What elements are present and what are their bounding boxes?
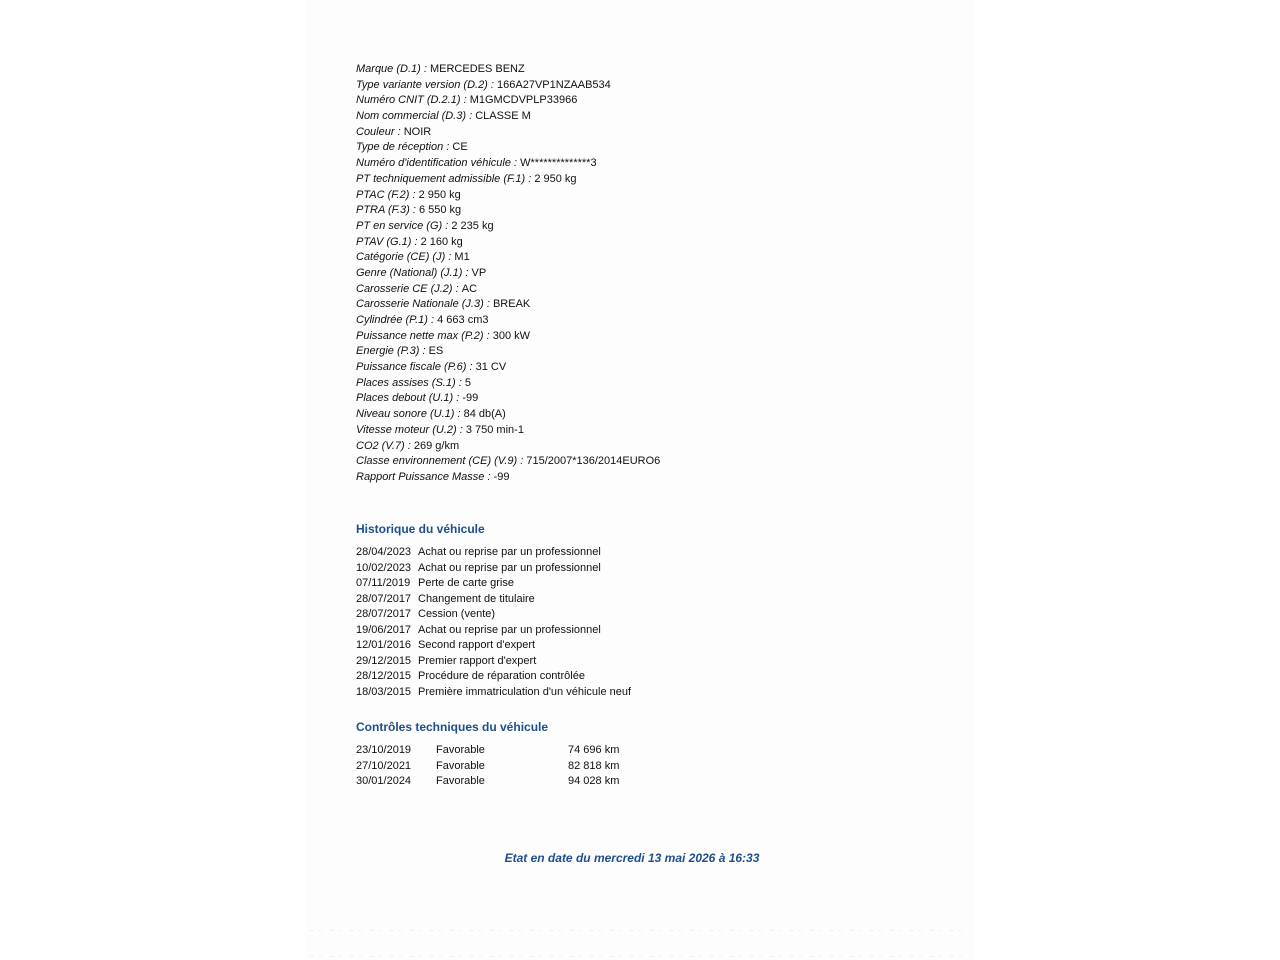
- history-event: Achat ou reprise par un professionnel: [418, 546, 601, 558]
- spec-value: M1: [454, 251, 470, 264]
- spec-label: Genre (National) (J.1) :: [356, 267, 472, 279]
- history-entry: [356, 592, 631, 608]
- spec-row: [356, 282, 776, 298]
- history-date: 29/12/2015: [356, 654, 412, 667]
- history-event: Premier rapport d'expert: [418, 654, 537, 667]
- spec-row: [356, 156, 776, 172]
- spec-value: 166A27VP1NZAAB534: [497, 78, 611, 91]
- history-list: [356, 545, 631, 700]
- spec-row: [356, 313, 776, 329]
- spec-row: [356, 423, 776, 439]
- history-event: Procédure de réparation contrôlée: [418, 670, 585, 682]
- history-entry: [356, 654, 631, 670]
- history-date: 19/06/2017: [356, 623, 412, 636]
- control-result: Favorable: [436, 775, 485, 787]
- control-mileage: 94 028 km: [568, 775, 620, 787]
- spec-label: Catégorie (CE) (J) :: [356, 251, 454, 263]
- control-mileage: 82 818 km: [568, 759, 620, 772]
- spec-label: Niveau sonore (U.1) :: [356, 408, 464, 420]
- vehicle-specs-list: [356, 62, 776, 486]
- spec-row: [356, 250, 776, 266]
- spec-label: PTAC (F.2) :: [356, 189, 419, 201]
- spec-row: [356, 376, 776, 392]
- spec-value: 2 160 kg: [420, 235, 463, 248]
- spec-label: Nom commercial (D.3) :: [356, 110, 475, 122]
- spec-value: CE: [452, 141, 468, 154]
- spec-label: Numéro CNIT (D.2.1) :: [356, 94, 470, 106]
- history-event: Perte de carte grise: [418, 577, 514, 589]
- history-heading: Historique du véhicule: [356, 522, 485, 536]
- history-entry: [356, 545, 631, 561]
- spec-row: [356, 266, 776, 282]
- spec-row: [356, 235, 776, 251]
- spec-label: Puissance fiscale (P.6) :: [356, 361, 476, 373]
- history-date: 07/11/2019: [356, 577, 411, 589]
- spec-value: NOIR: [403, 125, 432, 138]
- spec-value: 2 950 kg: [418, 188, 461, 201]
- history-entry: [356, 685, 631, 701]
- spec-value: 84 db(A): [463, 408, 506, 421]
- spec-value: 3 750 min-1: [465, 423, 524, 436]
- technical-controls-table: [356, 743, 638, 790]
- spec-row: [356, 62, 776, 78]
- history-event: Second rapport d'expert: [418, 639, 536, 651]
- control-result: Favorable: [436, 744, 485, 756]
- history-event: Première immatriculation d'un véhicule neuf: [418, 685, 632, 698]
- history-entry: [356, 576, 631, 592]
- spec-row: [356, 219, 776, 235]
- spec-label: PT techniquement admissible (F.1) :: [356, 173, 534, 185]
- status-date-footer: Etat en date du mercredi 13 mai 2026 à 16:33: [504, 851, 760, 865]
- history-date: 28/07/2017: [356, 592, 412, 605]
- history-date: 10/02/2023: [356, 561, 412, 574]
- spec-row: [356, 360, 776, 376]
- history-date: 28/12/2015: [356, 670, 412, 682]
- spec-label: Classe environnement (CE) (V.9) :: [356, 455, 526, 467]
- spec-value: 31 CV: [475, 361, 507, 374]
- control-result: Favorable: [436, 759, 485, 772]
- history-date: 28/04/2023: [356, 546, 412, 558]
- spec-label: PT en service (G) :: [356, 220, 451, 232]
- spec-value: AC: [461, 282, 478, 295]
- spec-row: [356, 125, 776, 141]
- spec-value: -99: [462, 392, 479, 405]
- technical-control-row: [356, 759, 638, 775]
- scan-artifact-line: [310, 956, 970, 957]
- spec-value: CLASSE M: [475, 110, 531, 123]
- history-date: 28/07/2017: [356, 608, 412, 620]
- spec-label: Places debout (U.1) :: [356, 392, 462, 404]
- history-entry: [356, 607, 631, 623]
- spec-value: -99: [493, 470, 510, 483]
- spec-row: [356, 203, 776, 219]
- spec-label: PTRA (F.3) :: [356, 204, 419, 216]
- spec-label: Type de réception :: [356, 141, 452, 153]
- spec-row: [356, 391, 776, 407]
- spec-row: [356, 188, 776, 204]
- spec-value: MERCEDES BENZ: [429, 63, 525, 75]
- history-event: Changement de titulaire: [418, 592, 535, 605]
- spec-label: Numéro d'identification véhicule :: [356, 157, 520, 169]
- spec-value: 269 g/km: [413, 439, 460, 452]
- technical-control-row: [356, 743, 638, 759]
- control-mileage: 74 696 km: [568, 744, 620, 756]
- spec-row: [356, 454, 776, 470]
- spec-row: [356, 109, 776, 125]
- history-entry: [356, 623, 631, 639]
- history-entry: [356, 638, 631, 654]
- spec-value: 5: [464, 376, 471, 389]
- spec-row: [356, 93, 776, 109]
- spec-row: [356, 470, 776, 486]
- spec-value: 6 550 kg: [418, 204, 462, 217]
- spec-value: 4 663 cm3: [437, 314, 489, 326]
- spec-label: Marque (D.1) :: [356, 63, 430, 75]
- spec-row: [356, 140, 776, 156]
- spec-label: Rapport Puissance Masse :: [356, 471, 494, 483]
- history-entry: [356, 561, 631, 577]
- spec-row: [356, 172, 776, 188]
- spec-label: Couleur :: [356, 126, 404, 138]
- spec-row: [356, 329, 776, 345]
- technical-controls-heading: Contrôles techniques du véhicule: [356, 720, 549, 734]
- control-date: 23/10/2019: [356, 744, 412, 756]
- spec-label: Cylindrée (P.1) :: [356, 314, 437, 326]
- spec-label: Type variante version (D.2) :: [356, 79, 497, 91]
- spec-label: Carosserie Nationale (J.3) :: [356, 298, 493, 310]
- spec-value: W**************3: [520, 157, 597, 170]
- spec-value: ES: [428, 345, 444, 358]
- history-date: 18/03/2015: [356, 685, 412, 698]
- spec-label: Vitesse moteur (U.2) :: [356, 424, 466, 436]
- spec-row: [356, 78, 776, 94]
- history-date: 12/01/2016: [356, 639, 412, 651]
- spec-label: Places assises (S.1) :: [356, 377, 465, 389]
- spec-row: [356, 297, 776, 313]
- spec-row: [356, 407, 776, 423]
- spec-value: 2 950 kg: [534, 172, 577, 185]
- spec-value: 300 kW: [492, 329, 531, 342]
- history-event: Achat ou reprise par un professionnel: [418, 561, 601, 574]
- spec-row: [356, 344, 776, 360]
- history-event: Achat ou reprise par un professionnel: [418, 623, 601, 636]
- spec-label: PTAV (G.1) :: [356, 236, 421, 248]
- spec-value: 715/2007*136/2014EURO6: [526, 455, 661, 468]
- control-date: 27/10/2021: [356, 759, 412, 772]
- spec-label: Energie (P.3) :: [356, 345, 429, 357]
- control-date: 30/01/2024: [356, 775, 412, 787]
- spec-row: [356, 439, 776, 455]
- spec-label: Carosserie CE (J.2) :: [356, 283, 462, 295]
- scan-artifact-line: [310, 930, 970, 931]
- spec-label: Puissance nette max (P.2) :: [356, 330, 493, 342]
- history-event: Cession (vente): [418, 608, 496, 620]
- spec-value: VP: [471, 266, 487, 279]
- spec-value: 2 235 kg: [451, 219, 494, 232]
- technical-control-row: [356, 774, 638, 790]
- spec-label: CO2 (V.7) :: [356, 440, 414, 452]
- spec-value: BREAK: [492, 298, 531, 311]
- spec-value: M1GMCDVPLP33966: [469, 94, 578, 107]
- history-entry: [356, 669, 631, 685]
